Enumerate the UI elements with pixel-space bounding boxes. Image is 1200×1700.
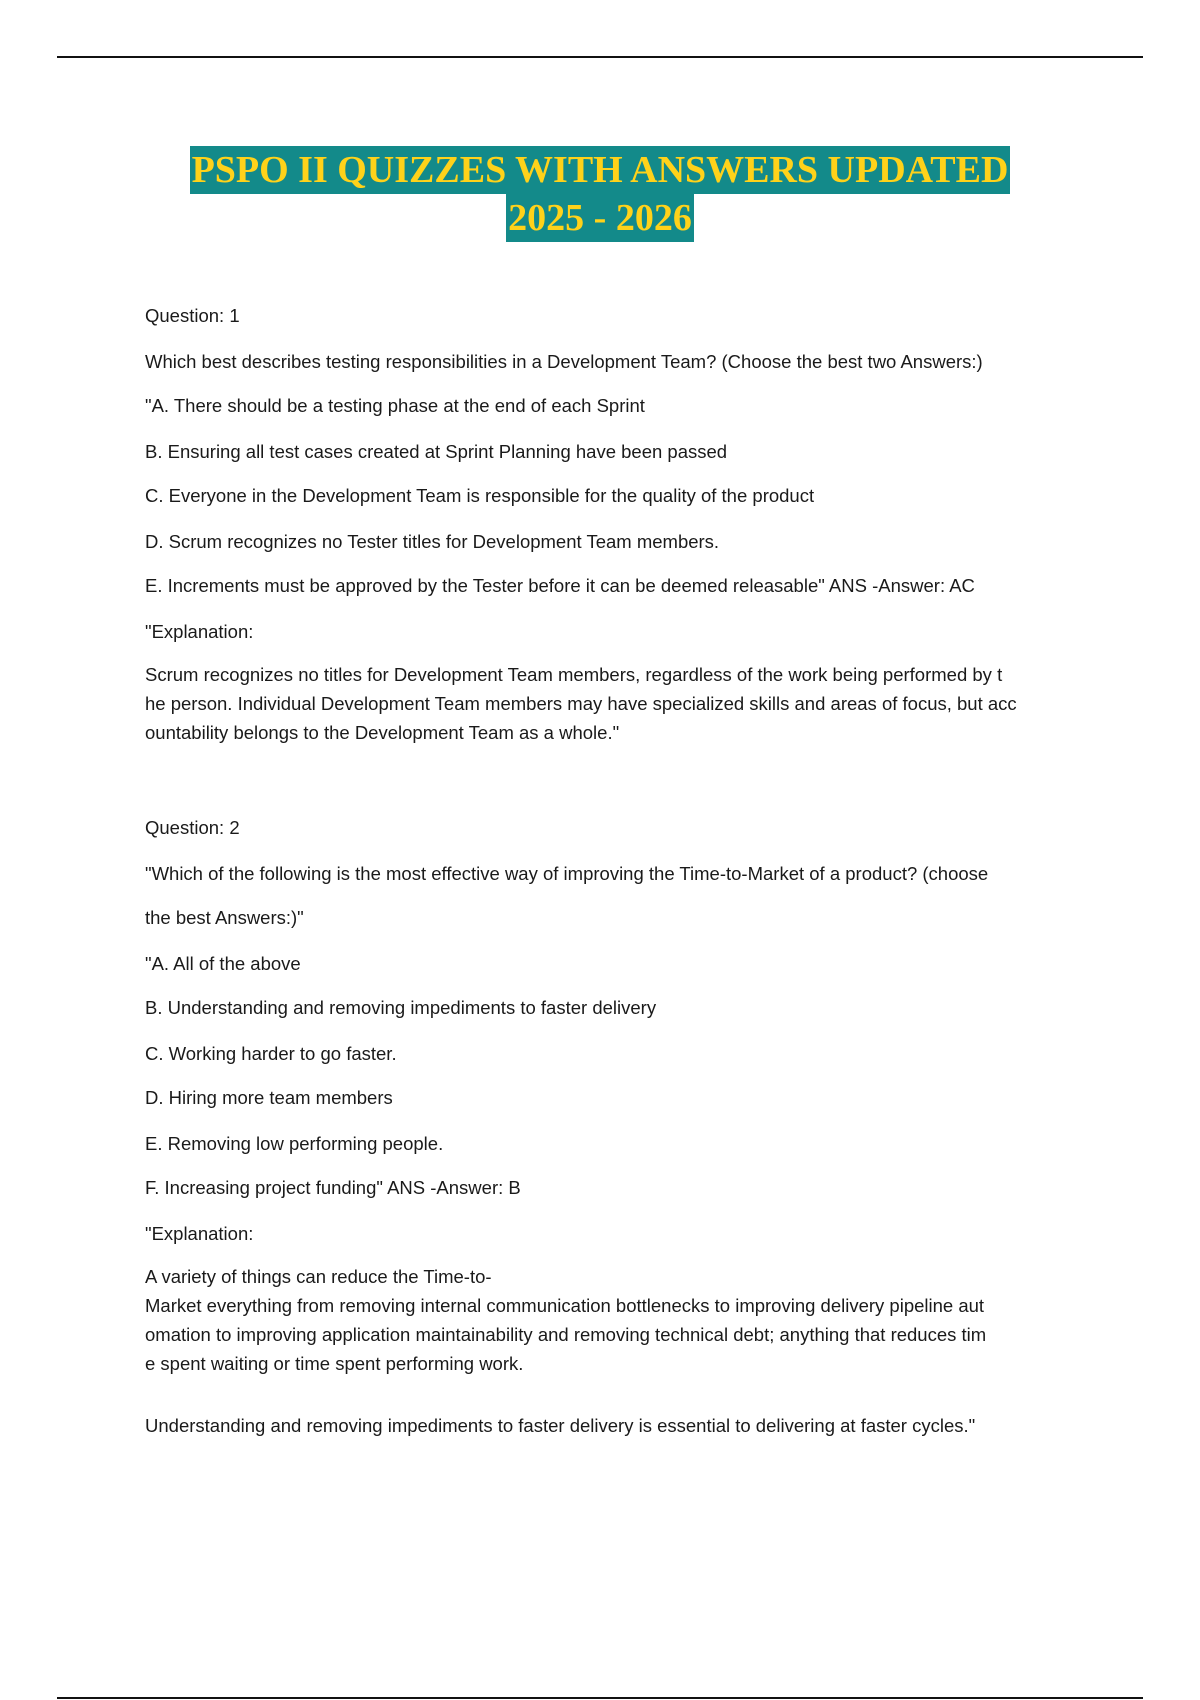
answer-option: E. Removing low performing people. (145, 1133, 444, 1154)
explanation-line: e spent waiting or time spent performing work. (145, 1353, 524, 1374)
explanation-line: Scrum recognizes no titles for Development Team members, regardless of the work being performed by t (145, 664, 1003, 685)
question-1-label-row (145, 306, 1085, 326)
bottom-rule (57, 1697, 1143, 1699)
explanation-conclusion: Understanding and removing impediments to faster delivery is essential to delivering at faster cycles." (145, 1415, 976, 1436)
option-row (145, 1042, 1085, 1065)
explanation-label: "Explanation: (145, 1223, 254, 1244)
explanation-line: omation to improving application maintainability and removing technical debt; anything that reduces tim (145, 1324, 987, 1345)
option-row (145, 530, 1085, 553)
option-row (145, 1086, 1085, 1109)
option-row (145, 574, 1085, 597)
question-prompt-continued: the best Answers:)" (145, 907, 304, 928)
page-title (0, 146, 1200, 242)
explanation-line: A variety of things can reduce the Time-to- (145, 1266, 492, 1287)
option-row (145, 440, 1085, 463)
answer-option: C. Working harder to go faster. (145, 1043, 397, 1064)
explanation-label-row (145, 1222, 1085, 1245)
question-2-label-row (145, 818, 1085, 838)
option-row (145, 996, 1085, 1019)
question-label: Question: 1 (145, 305, 240, 326)
explanation-body (145, 1262, 1085, 1378)
explanation-label: "Explanation: (145, 621, 254, 642)
answer-option: "A. There should be a testing phase at the end of each Sprint (145, 395, 645, 416)
answer-option: E. Increments must be approved by the Tester before it can be deemed releasable" ANS -Answer: AC (145, 575, 975, 596)
option-row (145, 952, 1085, 975)
question-label: Question: 2 (145, 817, 240, 838)
answer-option: F. Increasing project funding" ANS -Answer: B (145, 1177, 521, 1198)
title-line-2: 2025 - 2026 (506, 194, 694, 242)
question-2-prompt-row-2 (145, 906, 1085, 929)
answer-option: D. Scrum recognizes no Tester titles for Development Team members. (145, 531, 720, 552)
explanation-body (145, 660, 1085, 747)
option-row (145, 1132, 1085, 1155)
top-rule (57, 56, 1143, 58)
question-prompt: Which best describes testing responsibilities in a Development Team? (Choose the best two Answers:) (145, 351, 983, 372)
option-row (145, 1176, 1085, 1199)
explanation-line: he person. Individual Development Team members may have specialized skills and areas of focus, but acc (145, 693, 1017, 714)
explanation-final-row (145, 1414, 1085, 1437)
answer-option: "A. All of the above (145, 953, 301, 974)
title-line-1: PSPO II QUIZZES WITH ANSWERS UPDATED (190, 146, 1011, 194)
question-2-prompt-row (145, 862, 1085, 885)
option-row (145, 394, 1085, 417)
option-row (145, 484, 1085, 507)
question-prompt: "Which of the following is the most effective way of improving the Time-to-Market of a product? (choose (145, 863, 989, 884)
explanation-label-row (145, 620, 1085, 643)
answer-option: B. Understanding and removing impediments to faster delivery (145, 997, 657, 1018)
answer-option: B. Ensuring all test cases created at Sprint Planning have been passed (145, 441, 728, 462)
explanation-line: Market everything from removing internal communication bottlenecks to improving delivery pipeline aut (145, 1295, 985, 1316)
answer-option: C. Everyone in the Development Team is responsible for the quality of the product (145, 485, 815, 506)
question-1-prompt-row (145, 350, 1085, 373)
explanation-line: ountability belongs to the Development Team as a whole." (145, 722, 620, 743)
answer-option: D. Hiring more team members (145, 1087, 393, 1108)
